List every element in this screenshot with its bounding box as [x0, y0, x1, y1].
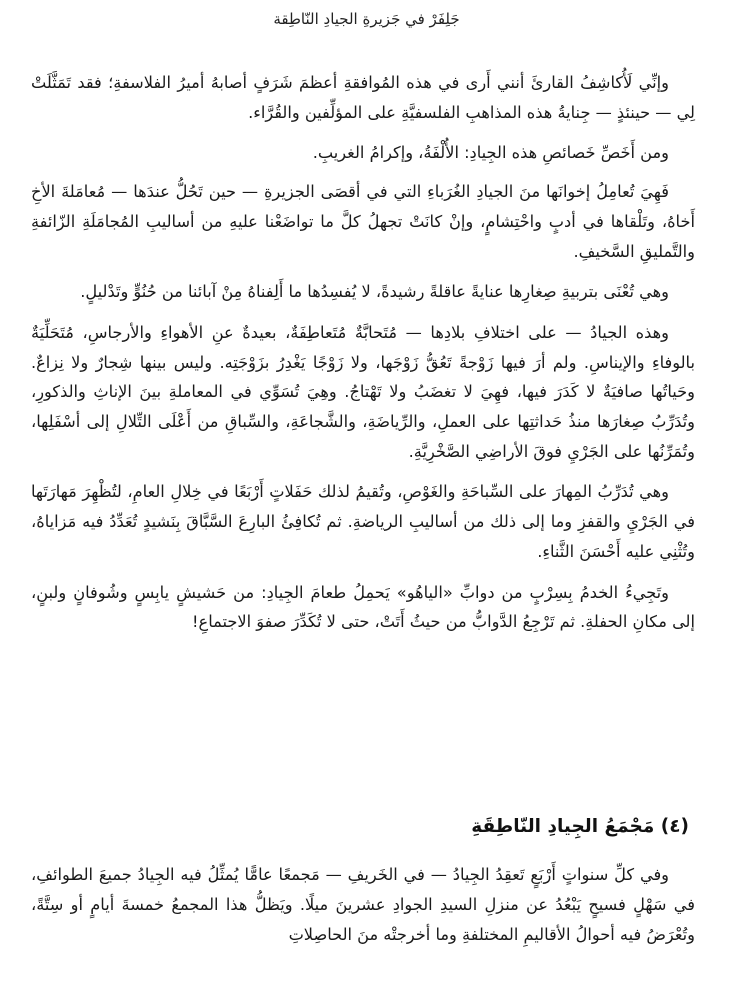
paragraph: وفي كلِّ سنواتٍ أَرْبَعٍ تَعقِدُ الجِيادُ — في الخَريفِ — مَجمعًا عامًّا يُمثِّلُ فيه الجِيادُ جميعَ الطوائفِ، في سَهْلٍ فسيحٍ يَبْعُدُ عن منزلِ السيدِ الجوادِ عشرينَ ميلًا. ويَظلُّ هذا المجمعُ خمسةَ أيامٍ أو سِتَّةً، وتُعْرَضُ فيه أحوالُ الأقاليمِ المختلفةِ وما أخرجتْه منَ الحاصِلاتِ — [31, 865, 695, 944]
running-head: جَلِفَرْ في جَزيرةِ الجيادِ النّاطِقة — [273, 10, 460, 28]
paragraph: وإنِّي لَأُكاشِفُ القارئَ أنني أَرى في هذه المُوافقةِ أعظمَ شَرَفٍ أصابهُ أميرُ الفلاسفةِ؛ فقد تَمَثَّلَتْ لِي — حينئذٍ — جِنايةُ هذه المذاهبِ الفلسفيَّةِ على المؤلِّفين والقُرَّاء. — [31, 73, 695, 122]
paragraph: وهي تُعْنَى بتربيةِ صِغارِها عنايةً عاقلةً رشيدةً، لا يُفسِدُها ما أَلِفناهُ مِنْ آبائنا من حُنُوٍّ وتَدْليلٍ. — [80, 282, 669, 302]
section-body-text — [31, 860, 695, 950]
paragraph: فَهِيَ تُعامِلُ إخوانَها منَ الجيادِ الغُرَباءِ التي في أقصَى الجزيرةِ — حين تَحُلُّ عندَها — مُعامَلةَ الأخِ أَخاهُ، وتَلْقاها في أدبٍ واحْتِشامٍ، وإنْ كانَتْ تجهلُ كلَّ ما تواضَعْنا عليهِ من أساليبِ المُجامَلَةِ الزّائفةِ والتَّمليقِ السَّخيفِ. — [31, 182, 695, 261]
paragraph: وهذه الجيادُ — على اختلافِ بلادِها — مُتَحابَّةٌ مُتَعاطِفَةٌ، بعيدةٌ عنِ الأهواءِ والأرجاسِ، مُتَحَلِّيَةٌ بالوفاءِ والإيناسِ. ولم أرَ فيها زَوْجةً تَعُقُّ زَوْجَها، ولا زَوْجًا يَغْدِرُ بزَوْجَتِه. وليس بينها شِجارٌ ولا نِزاعٌ. وحَياتُها صافيَةٌ لا كَدَرَ فيها، فهِيَ لا تغضَبُ ولا تَهْتاجُ. وهِيَ تُسَوِّي في المعاملةِ بينَ الإناثِ والذكورِ، وتُدَرِّبُ صِغارَها منذُ حَداثتِها على العملِ، والرِّياضَةِ، والشَّجاعَةِ، والسِّباقِ من أَعْلَى التِّلالِ إلى أسْفَلِها، وتُمَرِّنُها على الجَرْيِ فوقَ الأراضِي الصَّخْرِيَّةِ. — [31, 322, 695, 461]
paragraph: ومن أَخَصِّ خَصائصِ هذه الجِيادِ: الأُلْفَةُ، وإكرامُ الغريبِ. — [312, 143, 669, 163]
paragraph: وتَجِيءُ الخدمُ بِسِرْبٍ من دوابِّ «الياهُو» يَحمِلُ طعامَ الجِيادِ: من حَشيشٍ يابِسٍ وشُوفانٍ ولبنٍ، إلى مكانِ الحفلةِ. ثم تَرْجِعُ الدَّوابُّ من حيثُ أَتَتْ، حتى لا تُكَدِّرَ صفوَ الاجتماعِ! — [31, 582, 695, 632]
body-text — [31, 68, 695, 648]
section-title: (٤) مَجْمَعُ الجِيادِ النّاطِقَةِ — [471, 816, 689, 837]
paragraph: وهي تُدَرِّبُ المِهارَ على السِّباحَةِ والغَوْصِ، وتُقيمُ لذلك حَفَلاتٍ أَرْبَعًا في خِلالِ العامِ، لتُظْهِرَ مَهارَتَها في الجَرْيِ والقفزِ وما إلى ذلك من أساليبِ الرياضةِ. ثم تُكافِئُ البارِعَ السَّبَّاقَ بِنَشيدٍ تُعَدِّدُ فيه مَزاياهُ، وتُثْنِي عليه أَحْسَنَ الثَّناءِ. — [31, 482, 695, 561]
